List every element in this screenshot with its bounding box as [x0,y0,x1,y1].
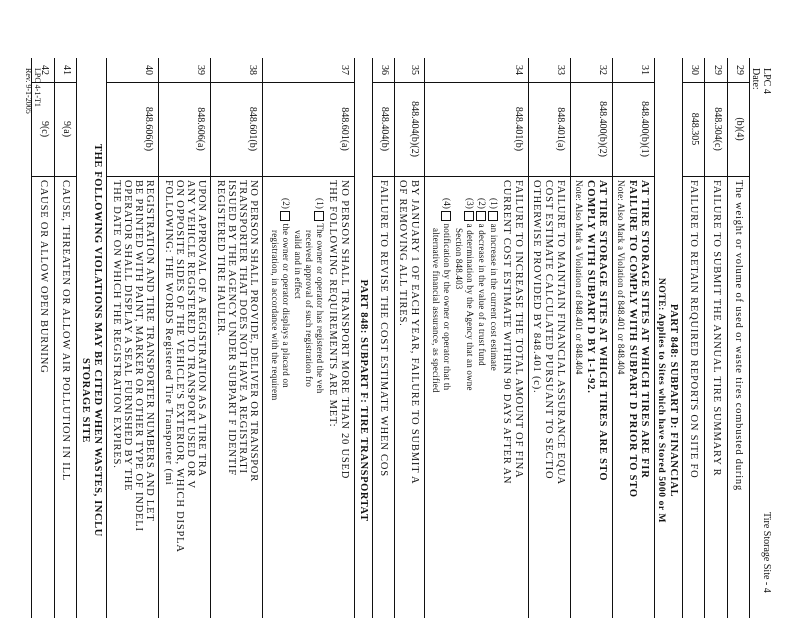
citation: 9(a) [61,120,72,138]
citation-cell [372,82,394,177]
table-row [54,58,77,618]
violation-description: FAILURE TO RETAIN REQUIRED REPORTS ON SITE FO [688,180,699,479]
table-row [31,58,55,618]
violation-description: NO PERSON SHALL TRANSPORT MORE THAN 20 USED [339,180,350,480]
row-number: 33 [555,65,566,75]
section-header-transportation [354,58,373,618]
checklist-item [476,198,487,366]
violation-description: FAILURE TO REVISE THE COST ESTIMATE WHEN COS [378,180,389,477]
table-row [528,58,571,618]
table-row [727,58,750,618]
table-row [106,58,159,618]
table-row [424,58,529,618]
row-number: 42 [39,65,50,75]
row-number: 35 [409,65,420,75]
item-text: a decrease in the value of a trust fund [477,223,487,366]
item-label: (2) [477,198,487,210]
violation-description: FAILURE TO MAINTAIN FINANCIAL ASSURANCE EQUA [555,180,566,485]
violation-description: FAILURE TO SUBMIT THE ANNUAL TIRE SUMMARY R [711,180,722,477]
violation-description: REGISTERED TIRE HAULER. [215,180,226,337]
citation-cell [612,82,654,177]
citation-cell [106,82,158,177]
item-label: (3) [465,198,475,210]
violation-description: OF REMOVING ALL TIRES. [397,180,408,327]
citation: 848.404(b)(2) [409,101,420,157]
row-number: 32 [597,65,608,75]
item-text: received approval of such registration fro [304,230,314,388]
violation-description: FAILURE TO COMPLY WITH SUBPART D PRIOR TO STO [627,180,638,498]
page-reference: Tire Storage Site - 4 [761,512,772,593]
section-header-financial [654,58,683,618]
item-text: notification by the owner or operator that th [442,223,452,391]
row-number: 37 [339,65,350,75]
section-title: PART 848: SUBPART D: FINANCIAL [668,303,679,498]
violation-description: AT TIRE STORAGE SITES AT WHICH TIRES ARE FIR [639,180,650,479]
row-number: 36 [379,65,390,75]
checkbox[interactable] [280,211,290,221]
violations-table [0,58,750,618]
violation-description: ISSUED BY THE AGENCY UNDER SUBPART F IDENTIF [226,180,237,476]
table-row [682,58,705,618]
row-number-cell [372,58,394,83]
form-id: LPC 4 [761,68,772,94]
row-number-cell [106,58,158,83]
checkbox[interactable] [441,211,451,221]
table-row [612,58,655,618]
checkbox[interactable] [314,211,324,221]
section-title: PART 848: SUBPART F: TIRE TRANSPORTAT [358,279,369,522]
citation: 848.601(b) [247,106,258,152]
citation-cell [704,82,727,177]
citation: 848.304(c) [712,107,723,151]
violation-description: FAILURE TO INCREASE THE TOTAL AMOUNT OF FINA [513,180,524,479]
citation: 848.601(a) [339,107,350,151]
citation: 848.401(b) [513,106,524,152]
violation-description: NO PERSON SHALL PROVIDE, DELIVER OR TRANSPOR [248,180,259,483]
citation: 848.305 [689,112,700,146]
citation-cell [682,82,704,177]
row-number: 40 [143,65,154,75]
violation-description: AT TIRE STORAGE SITES AT WHICH TIRES ARE STO [597,180,608,482]
citation-cell [394,82,424,177]
table-row [262,58,355,618]
violation-description: TRANSPORTER THAT DOES NOT HAVE A REGISTRATI [237,180,248,474]
row-number: 34 [513,65,524,75]
citation-cell [158,82,210,177]
row-number-cell [682,58,704,83]
citation-cell [32,82,54,177]
violation-description: BE PRINTED WITH PAINT, MARKER OR OTHER TYPE OF INDELI [133,180,144,532]
citation: (b)(4) [734,117,745,141]
item-text: the owner or operator displays a placard on [281,223,291,388]
violation-description: CURRENT COST ESTIMATE WITHIN 90 DAYS AFTER AN [501,180,512,485]
revision-date: Rev. 9-1-2005 [24,68,33,114]
citation-cell [262,82,354,177]
item-text: registration, in accordance with the requirem [270,230,280,401]
row-number: 29 [712,65,723,75]
checkbox[interactable] [476,211,486,221]
item-text: alternative financial assurance, as specified [431,228,441,393]
section-header-wastes [76,58,107,618]
violation-description: FOLLOWING: THE WORDS Registered Tire Transporter (mi [163,180,174,486]
row-number-cell [158,58,210,83]
violation-description: BY JANUARY 1 OF EACH YEAR, FAILURE TO SUBMIT A [409,180,420,485]
citation: 848.606(b) [143,106,154,152]
row-number-cell [210,58,262,83]
citation: 848.404(b) [379,106,390,152]
citation: 9(c) [39,120,50,138]
citation-cell [727,82,749,177]
citation: 848.401(a) [555,107,566,151]
violation-description: OPERATOR SHALL DISPLAY A SEAL FURNISHED BY THE [122,180,133,492]
violation-description: CAUSE, THREATEN OR ALLOW AIR POLLUTION IN ILL [60,180,71,482]
item-text: Section 848.403 [454,228,464,290]
checklist-item [488,198,499,371]
violation-description: CAUSE OR ALLOW OPEN BURNING [38,180,49,374]
citation: 848.400(b)(2) [597,101,608,157]
table-row [158,58,211,618]
violation-description: ANY VEHICLE REGISTERED TO TRANSPORT USED OR V [185,180,196,489]
row-number-cell [704,58,727,83]
row-number: 41 [61,65,72,75]
row-number: 29 [734,65,745,75]
row-number-cell [262,58,354,83]
violation-description: ON OPPOSITE SIDES OF THE VEHICLE'S EXTERIOR, WHICH DISPLA [174,180,185,553]
table-row [704,58,728,618]
violation-note: Note: Also Mark a Violation of 848.401 or 848.404 [574,180,584,375]
violation-description: OTHERWISE PROVIDED BY 848.401 (c). [531,180,542,394]
section-title: THE FOLLOWING VIOLATIONS MAY BE CITED WHEN WASTES, INCLU [92,144,103,537]
violation-description: UPON APPROVAL OF A REGISTRATION AS A TIRE TRA [196,180,207,478]
row-number-cell [570,58,612,83]
table-row [394,58,425,618]
row-number: 39 [195,65,206,75]
row-number-cell [612,58,654,83]
item-label: (1) [489,198,499,210]
citation-cell [570,82,612,177]
row-number-cell [727,58,749,83]
table-row [372,58,395,618]
checklist-item [314,198,325,393]
table-row [210,58,263,618]
item-text: valid and in effect [293,230,303,299]
section-subtitle: STORAGE SITE [80,358,91,443]
row-number: 31 [639,65,650,75]
form-code: LPC 4-1-T1 [33,68,42,107]
citation-cell [424,82,528,177]
row-number-cell [32,58,54,83]
checkbox[interactable] [488,211,498,221]
violation-description: The weight or volume of used or waste tires combusted during [733,180,744,492]
violation-note: Note: Also Mark a Violation of 848.401 or 848.404 [616,180,626,375]
checklist-item [464,198,475,391]
violation-description: THE FOLLOWING REQUIREMENTS ARE MET: [327,180,338,428]
citation-cell [54,82,76,177]
violation-description: THE DATE ON WHICH THE REGISTRATION EXPIRES. [111,180,122,469]
table-row [570,58,613,618]
citation-cell [528,82,570,177]
item-text: a determination by the Agency that an owne [465,223,475,391]
citation: 848.606(a) [195,107,206,151]
item-text: The owner or operator has registered the veh [315,223,325,394]
row-number: 30 [689,65,700,75]
item-label: (4) [442,198,452,210]
row-number-cell [394,58,424,83]
item-text: an increase in the current cost estimate [489,223,499,372]
checklist-item [280,198,291,388]
row-number: 38 [247,65,258,75]
row-number-cell [54,58,76,83]
citation-cell [210,82,262,177]
section-note: NOTE: Applies to Sites which have Stored 5000 or M [656,277,666,524]
item-label: (2) [281,198,291,210]
checklist-item [441,198,452,390]
violation-description: REGISTRATION AND TIRE TRANSPORTER NUMBERS AND LET [144,180,155,522]
checkbox[interactable] [464,211,474,221]
citation: 848.400(b)(1) [639,101,650,157]
row-number-cell [424,58,528,83]
date-label: Date: [750,68,761,90]
violation-description: COST ESTIMATE CALCULATED PURSUANT TO SECTIO [543,180,554,480]
item-label: (1) [315,198,325,210]
violation-description: COMPLY WITH SUBPART D BY 1-1-92. [585,180,596,394]
row-number-cell [528,58,570,83]
